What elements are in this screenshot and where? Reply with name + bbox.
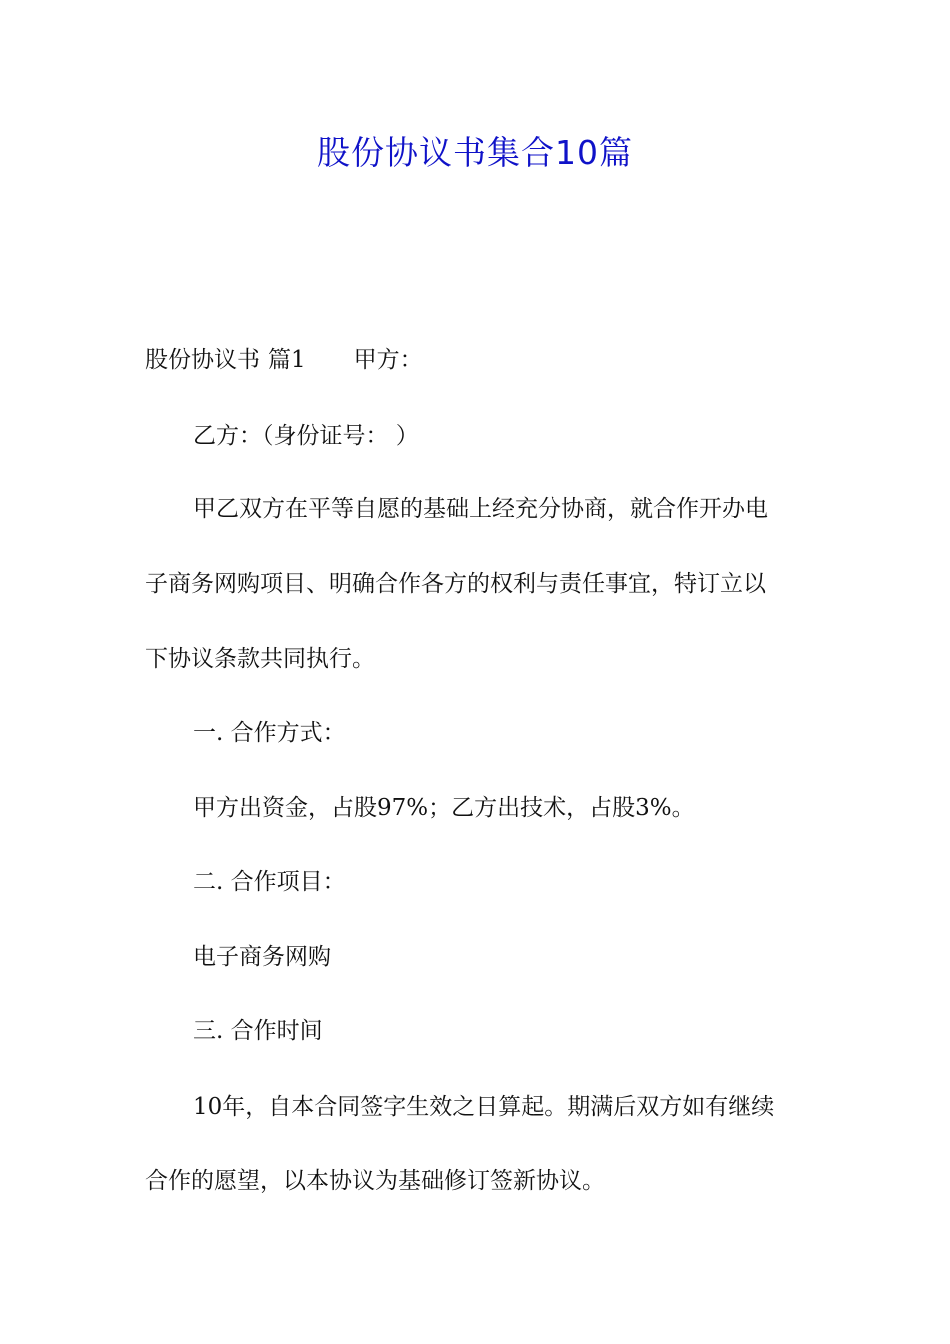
section-heading: 一. 合作方式： (193, 720, 346, 746)
section-body: 电子商务网购 (193, 944, 331, 970)
section-body: 甲方出资金，占股97%；乙方出技术，占股3%。 (193, 795, 695, 821)
section-body: 合作的愿望，以本协议为基础修订签新协议。 (145, 1168, 605, 1194)
party-a-label: 甲方： (353, 347, 423, 373)
section-heading: 二. 合作项目： (193, 869, 346, 895)
section-body: 10年，自本合同签字生效之日算起。期满后双方如有继续 (193, 1094, 775, 1120)
article-heading: 股份协议书 (145, 347, 260, 373)
document-title: 股份协议书集合10篇 (317, 133, 633, 172)
article-heading-line (145, 344, 815, 376)
article-number: 篇1 (268, 347, 306, 373)
party-b-line: 乙方：（身份证号： ） (193, 423, 419, 449)
intro-paragraph-line: 甲乙双方在平等自愿的基础上经充分协商，就合作开办电 (193, 496, 768, 522)
section-heading: 三. 合作时间 (193, 1018, 323, 1044)
intro-paragraph-line: 子商务网购项目、明确合作各方的权利与责任事宜，特订立以 (145, 571, 766, 597)
intro-paragraph-line: 下协议条款共同执行。 (145, 646, 375, 672)
